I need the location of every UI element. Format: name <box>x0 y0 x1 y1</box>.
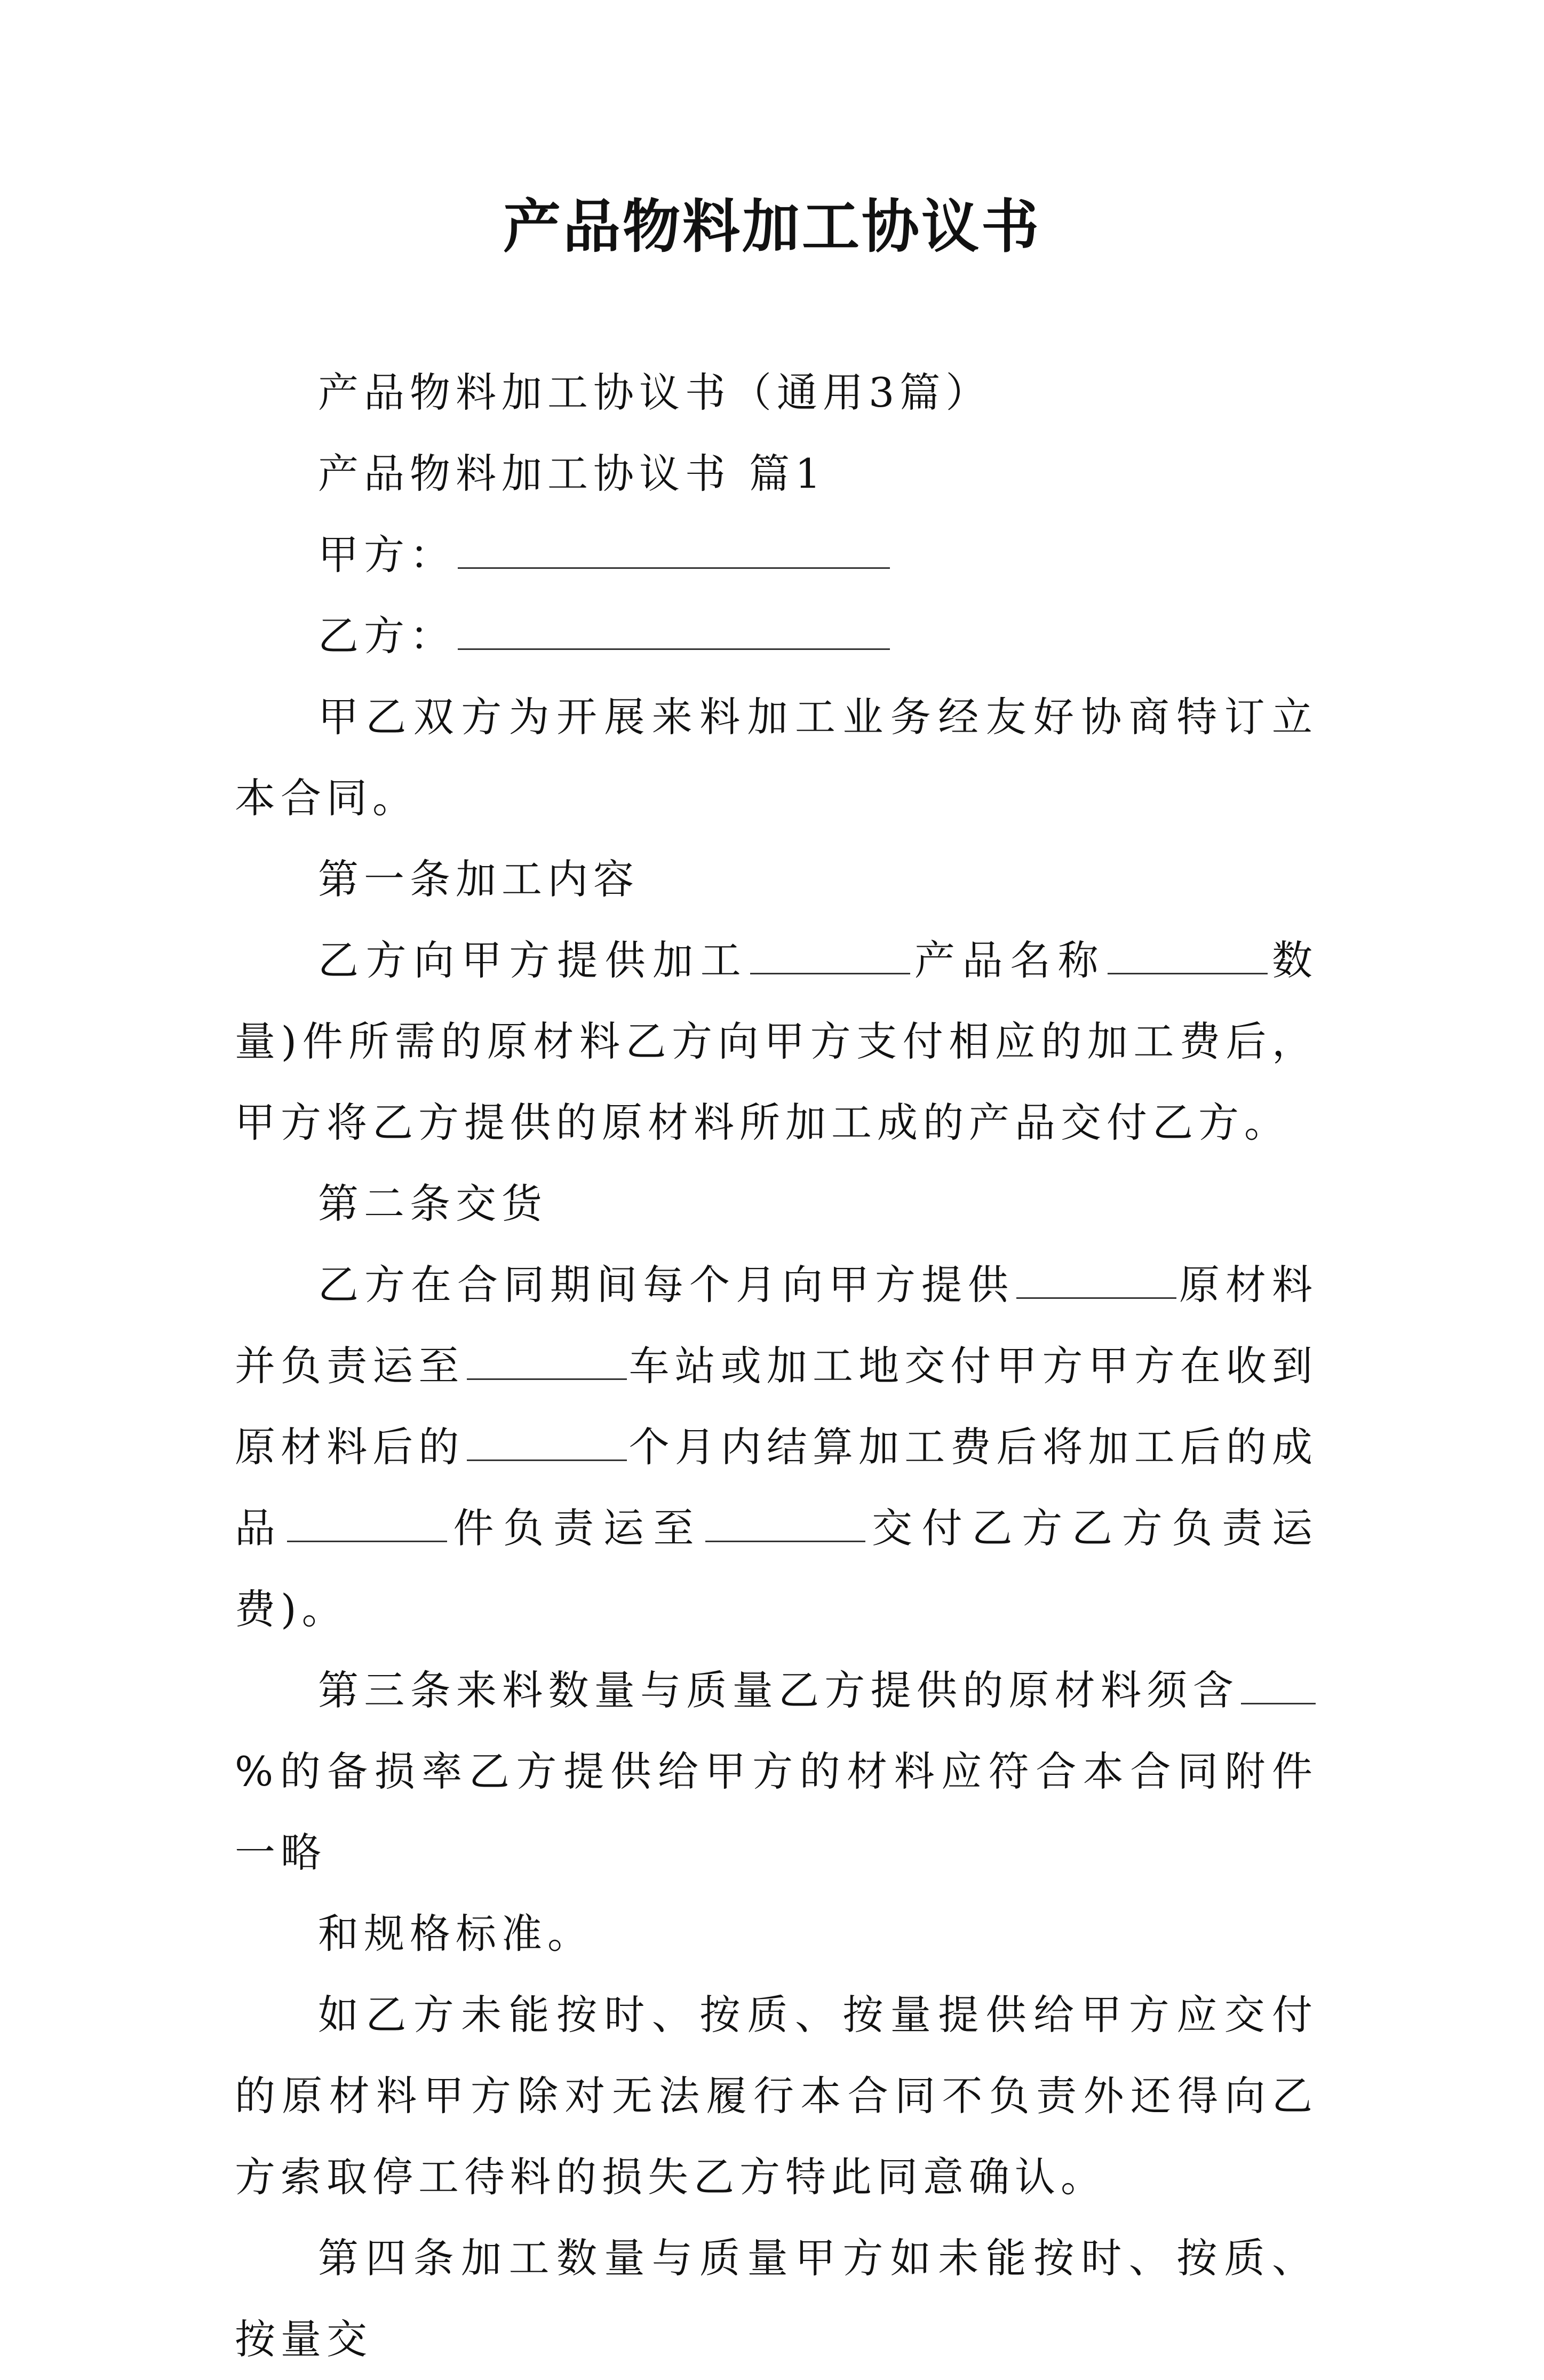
paragraph-section-heading: 产品物料加工协议书 篇1 <box>318 450 826 497</box>
fill-blank <box>287 1509 447 1542</box>
party-a-label: 甲方： <box>318 531 456 578</box>
paragraph-subtitle: 产品物料加工协议书（通用3篇） <box>318 369 992 416</box>
fill-blank <box>750 941 910 974</box>
fill-blank <box>705 1509 865 1542</box>
article-3-body <box>235 1650 1318 1893</box>
article-2-text-c: 车站或加工地交付甲方甲方在收到原材料后的 <box>235 1342 1318 1471</box>
article-2-text-d: 个月内结算加工费后将加工后的成品 <box>235 1423 1318 1552</box>
article-2-body <box>235 1244 1318 1650</box>
document-title: 产品物料加工协议书 <box>503 193 1041 260</box>
party-b-label: 乙方： <box>318 612 456 660</box>
article-1-text-a: 乙方向甲方提供加工 <box>318 937 749 984</box>
article-3-text-b: %的备损率乙方提供给甲方的材料应符合本合同附件一略 <box>235 1748 1318 1876</box>
party-a-line <box>235 514 1318 596</box>
paragraph-preamble: 甲乙双方为开展来料加工业务经友好协商特订立本合同。 <box>235 693 1318 822</box>
article-2-heading: 第二条交货 <box>318 1180 547 1227</box>
article-2-text-b: 原材料并负责运至 <box>235 1261 1318 1390</box>
document-body <box>235 352 1318 2380</box>
article-2-text-a: 乙方在合同期间每个月向甲方提供 <box>318 1261 1014 1308</box>
article-3-penalty: 如乙方未能按时、按质、按量提供给甲方应交付的原材料甲方除对无法履行本合同不负责外还得向乙方索取停工待料的损失乙方特此同意确认。 <box>235 1991 1318 2201</box>
article-3-text-a: 第三条来料数量与质量乙方提供的原材料须含 <box>318 1667 1239 1714</box>
party-b-blank <box>458 616 890 650</box>
article-2-text-f: 交付乙方乙方负责运费)。 <box>235 1504 1318 1633</box>
article-1-text-c: 数量)件所需的原材料乙方向甲方支付相应的加工费后，甲方将乙方提供的原材料所加工成的产品交付乙方。 <box>235 937 1318 1146</box>
article-1-body <box>235 920 1318 1163</box>
article-2-text-e: 件负责运至 <box>449 1504 704 1552</box>
fill-blank <box>1016 1265 1176 1299</box>
article-1-text-b: 产品名称 <box>912 937 1106 984</box>
fill-blank <box>467 1346 627 1380</box>
article-1-heading: 第一条加工内容 <box>318 855 639 903</box>
article-4-body: 第四条加工数量与质量甲方如未能按时、按质、按量交 <box>235 2234 1318 2363</box>
party-b-line <box>235 596 1318 677</box>
article-3-continuation: 和规格标准。 <box>318 1910 593 1957</box>
fill-blank <box>467 1427 627 1461</box>
party-a-blank <box>458 535 890 569</box>
fill-blank <box>1241 1671 1316 1704</box>
fill-blank <box>1108 941 1268 974</box>
